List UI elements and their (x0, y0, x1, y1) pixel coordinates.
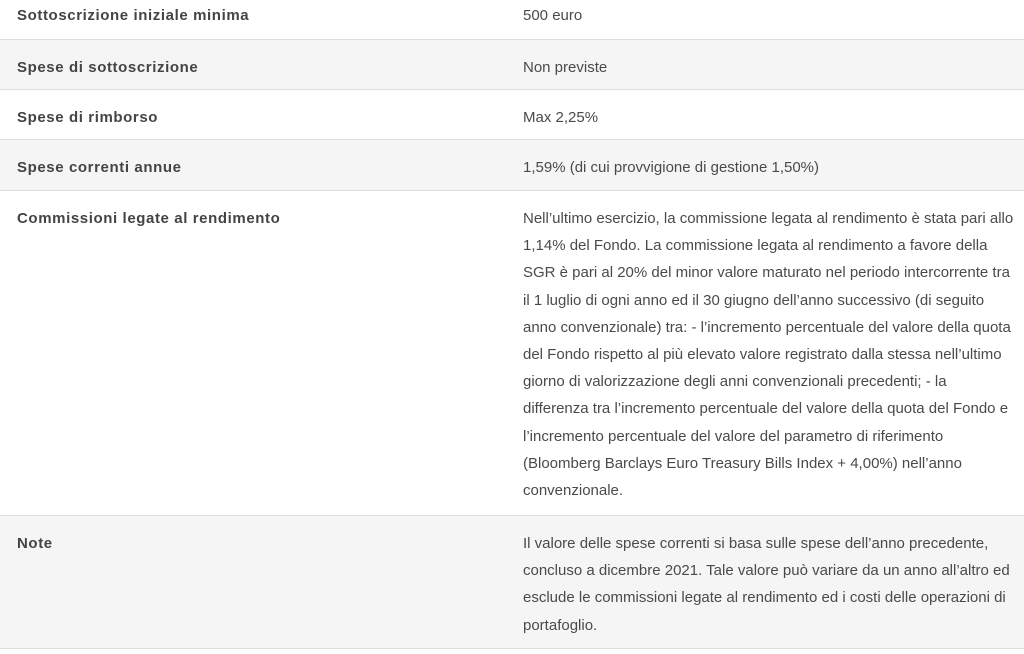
row-label: Note (17, 535, 53, 552)
table-row-notes (0, 516, 1024, 649)
row-value: Non previste (523, 59, 608, 76)
row-label: Spese di sottoscrizione (17, 59, 199, 76)
row-label: Sottoscrizione iniziale minima (17, 7, 250, 24)
table-row-minimum-subscription (0, 0, 1024, 40)
table-row-subscription-fees (0, 40, 1024, 90)
row-label: Spese correnti annue (17, 159, 182, 176)
row-value: Il valore delle spese correnti si basa sulle spese dell’anno precedente, concluso a dicembre 2021. Tale valore può variare da un anno all’altro ed esclude le commissioni legate al rendimento ed i costi delle operazioni di portafoglio. (523, 535, 1010, 634)
table-row-redemption-fees (0, 90, 1024, 140)
table-row-ongoing-charges (0, 140, 1024, 191)
table-row-performance-fees (0, 191, 1024, 516)
row-value: 500 euro (523, 7, 583, 24)
row-value: 1,59% (di cui provvigione di gestione 1,50%) (523, 159, 820, 176)
row-label: Commissioni legate al rendimento (17, 210, 281, 227)
row-value: Max 2,25% (523, 109, 599, 126)
row-label: Spese di rimborso (17, 109, 159, 126)
row-value: Nell’ultimo esercizio, la commissione legata al rendimento è stata pari allo 1,14% del Fondo. La commissione legata al rendimento a favore della SGR è pari al 20% del minor valore maturato nel periodo intercorrente tra il 1 luglio di ogni anno ed il 30 giugno dell’anno successivo (di seguito anno convenzionale) tra: - l’incremento percentuale del valore della quota del Fondo rispetto al più elevato valore registrato dalla stessa nell’ultimo giorno di valorizzazione degli anni convenzionali precedenti; - la differenza tra l’incremento percentuale del valore della quota del Fondo e l’incremento percentuale del valore del parametro di riferimento (Bloomberg Barclays Euro Treasury Bills Index + 4,00%) nell’anno convenzionale. (523, 210, 1014, 500)
